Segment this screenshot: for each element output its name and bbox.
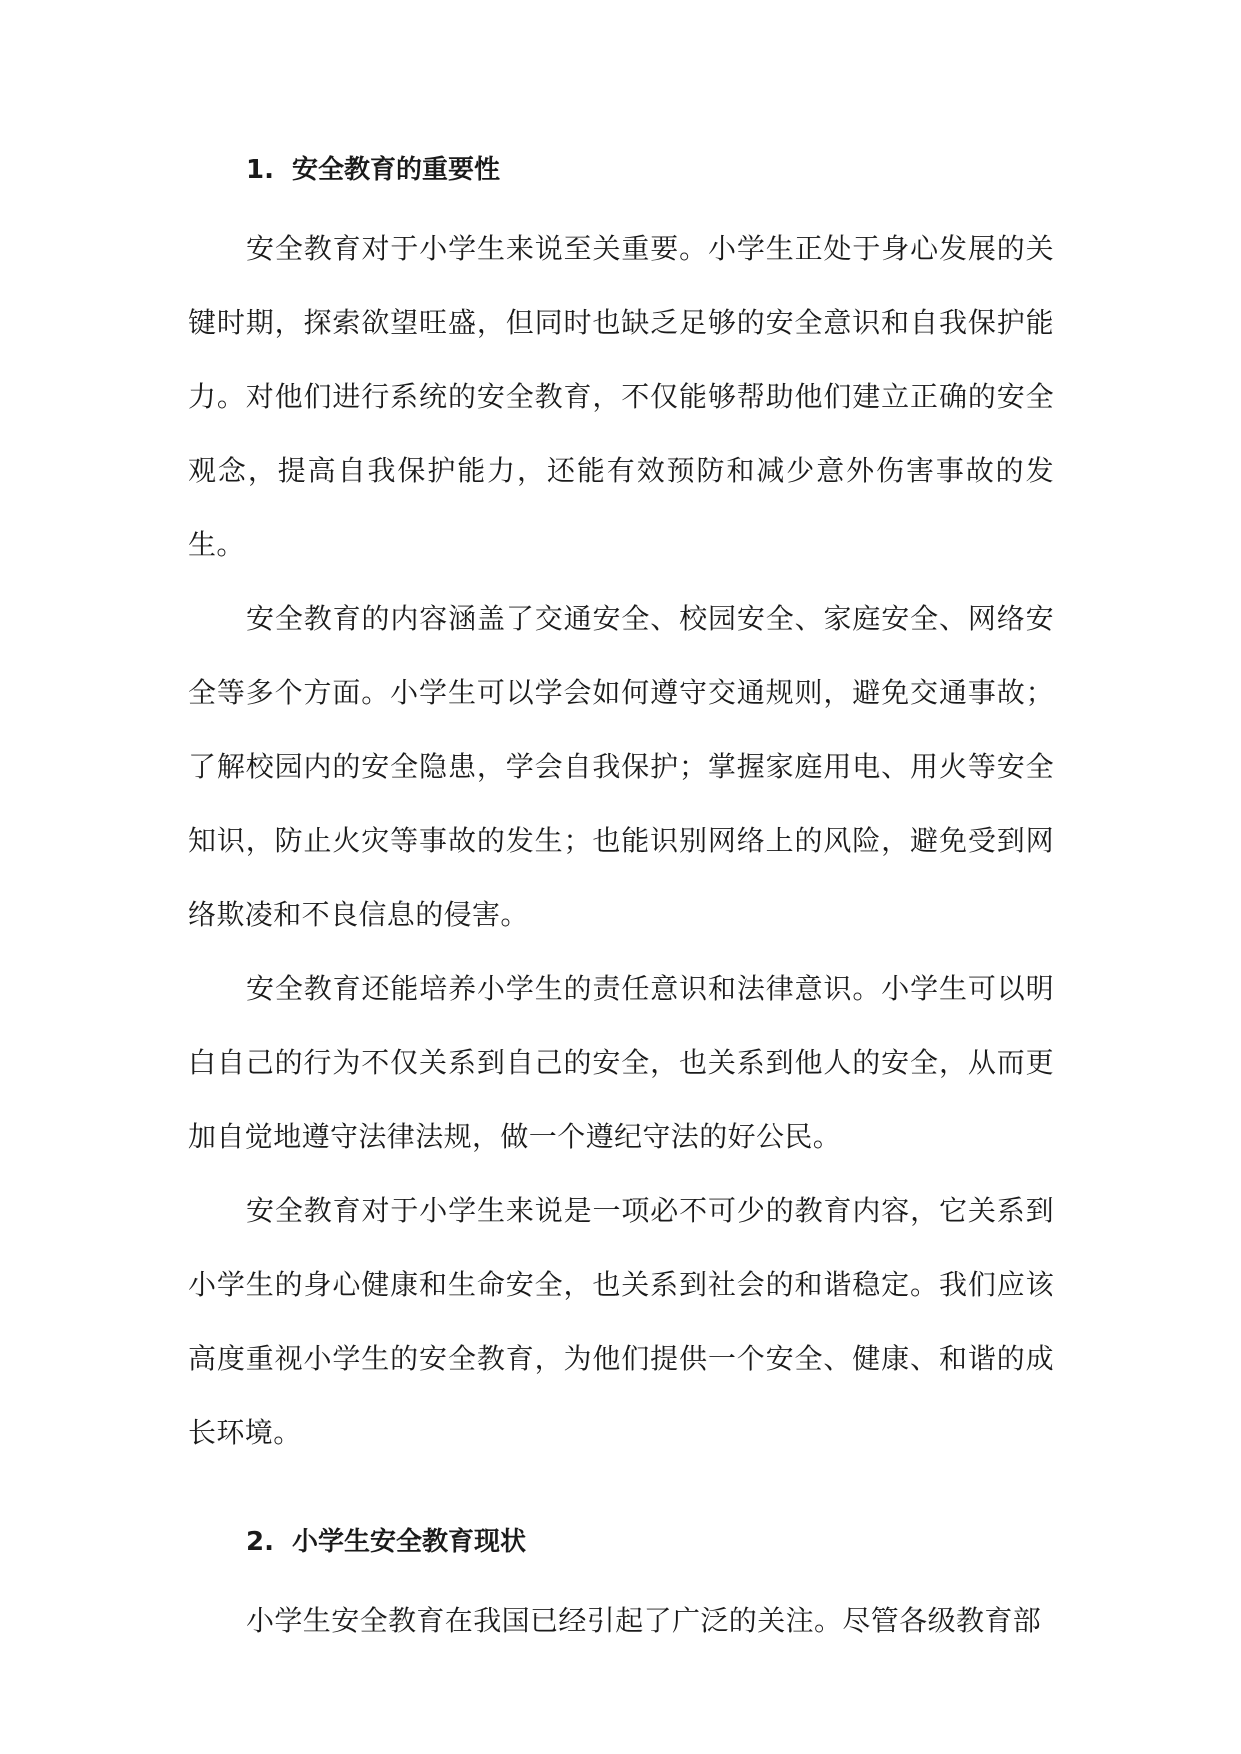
section-2-heading [188,1510,1054,1574]
section-2-number: 2. [246,1527,274,1557]
section-1-heading [188,138,1054,202]
section-1-paragraph-4: 安全教育对于小学生来说是一项必不可少的教育内容，它关系到小学生的身心健康和生命安全，也关系到社会的和谐稳定。我们应该高度重视小学生的安全教育，为他们提供一个安全、健康、和谐的成长环境。 [188,1194,1054,1449]
section-1-title: 安全教育的重要性 [292,155,501,185]
section-1-paragraph-3: 安全教育还能培养小学生的责任意识和法律意识。小学生可以明白自己的行为不仅关系到自己的安全，也关系到他人的安全，从而更加自觉地遵守法律法规，做一个遵纪守法的好公民。 [188,972,1054,1153]
section-1-paragraph-1: 安全教育对于小学生来说至关重要。小学生正处于身心发展的关键时期，探索欲望旺盛，但同时也缺乏足够的安全意识和自我保护能力。对他们进行系统的安全教育，不仅能够帮助他们建立正确的安全观念，提高自我保护能力，还能有效预防和减少意外伤害事故的发生。 [188,232,1054,561]
section-2-title: 小学生安全教育现状 [292,1527,527,1557]
section-1-number: 1. [246,155,274,185]
section-1-paragraph-2: 安全教育的内容涵盖了交通安全、校园安全、家庭安全、网络安全等多个方面。小学生可以学会如何遵守交通规则，避免交通事故；了解校园内的安全隐患，学会自我保护；掌握家庭用电、用火等安全知识，防止火灾等事故的发生；也能识别网络上的风险，避免受到网络欺凌和不良信息的侵害。 [188,602,1054,931]
document-page [188,138,1054,1658]
section-2-paragraph-1: 小学生安全教育在我国已经引起了广泛的关注。尽管各级教育部 [246,1604,1042,1637]
